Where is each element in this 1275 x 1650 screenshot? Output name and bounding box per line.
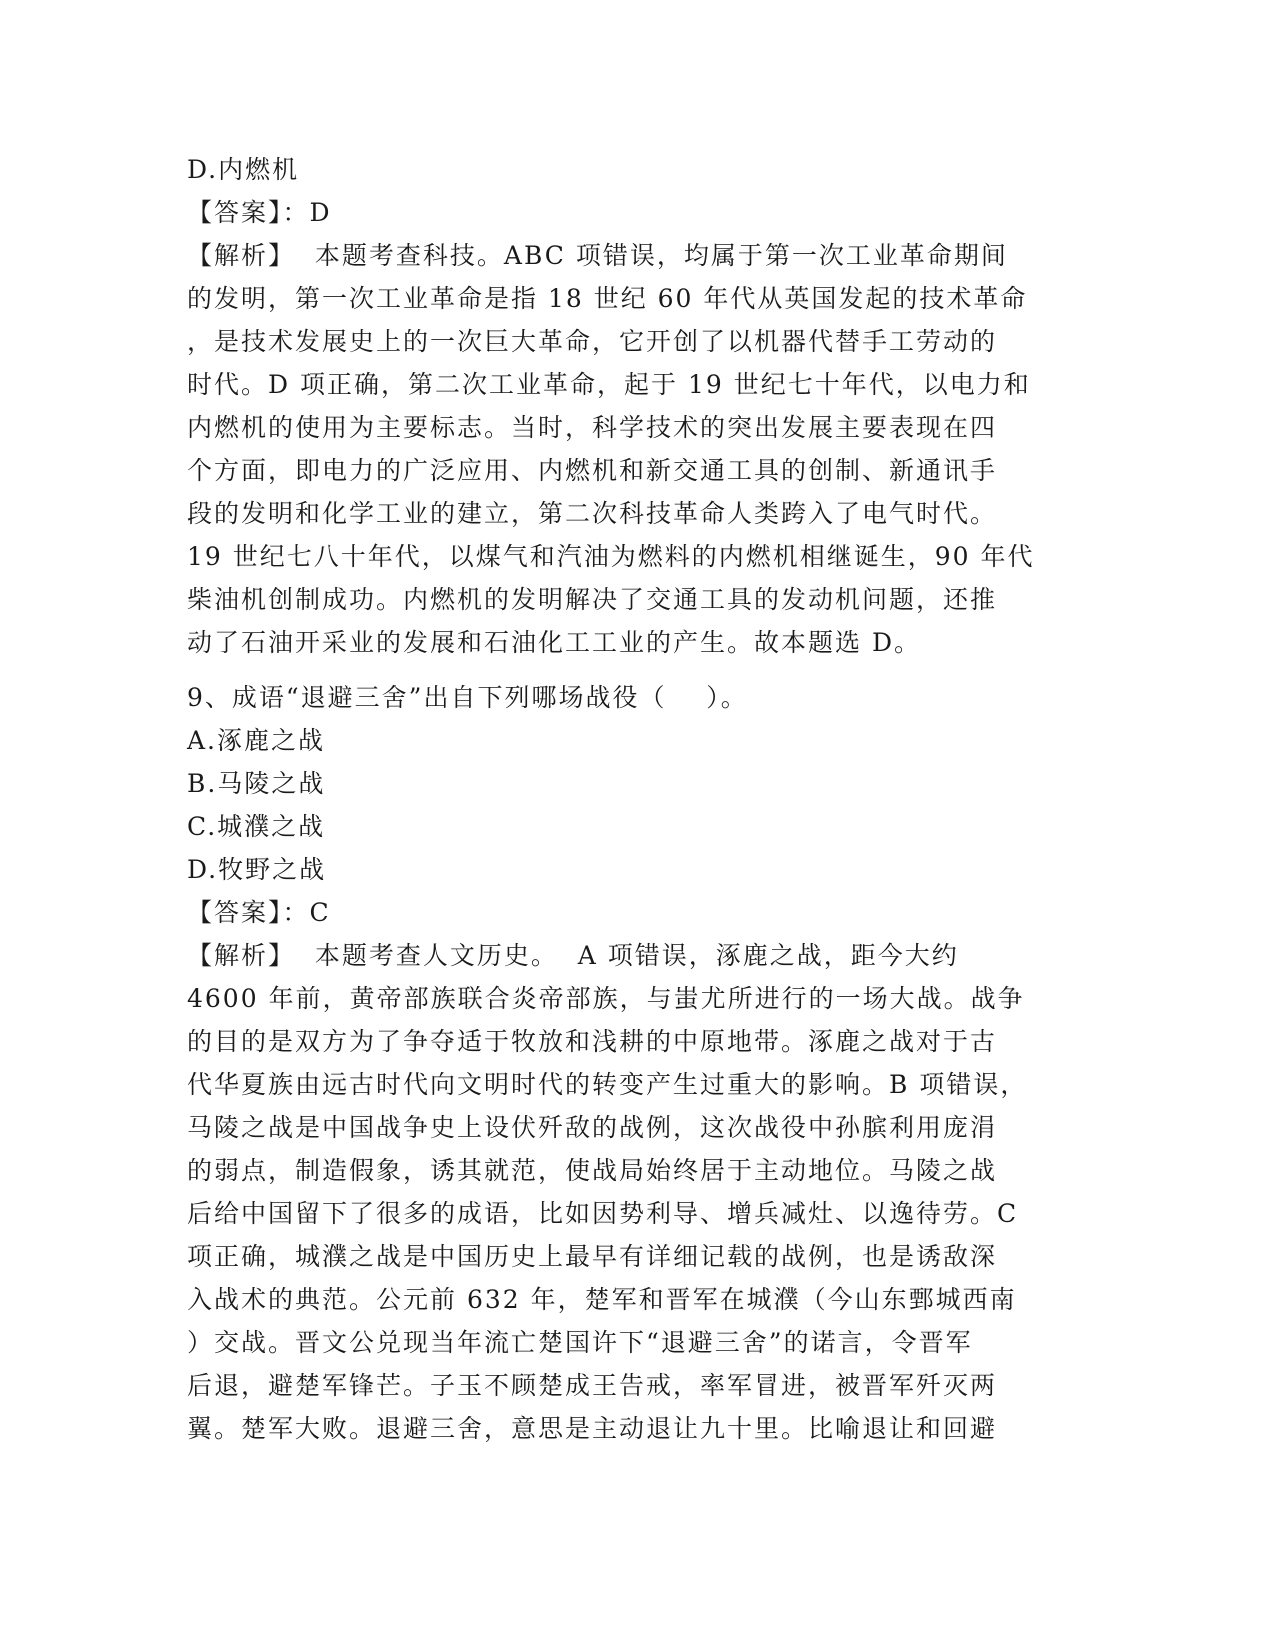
option-b: B.马陵之战	[187, 769, 326, 798]
analysis-line: 动了石油开采业的发展和石油化工工业的产生。故本题选 D。	[187, 628, 921, 657]
option-c: C.城濮之战	[187, 812, 326, 841]
analysis-line: 的弱点，制造假象，诱其就范，使战局始终居于主动地位。马陵之战	[187, 1156, 998, 1185]
question-9-stem: 9、成语“退避三舍”出自下列哪场战役（ ）。	[187, 683, 748, 712]
analysis-line: 后给中国留下了很多的成语，比如因势利导、增兵减灶、以逸待劳。C	[187, 1199, 1019, 1228]
analysis-line: 柴油机创制成功。内燃机的发明解决了交通工具的发动机问题，还推	[187, 585, 998, 614]
analysis-line: 入战术的典范。公元前 632 年，楚军和晋军在城濮（今山东鄄城西南	[187, 1285, 1017, 1314]
prev-option-d: D.内燃机	[187, 155, 300, 184]
analysis-line: 翼。楚军大败。退避三舍，意思是主动退让九十里。比喻退让和回避	[187, 1414, 998, 1443]
question-9-analysis	[187, 934, 1077, 1450]
question-9-answer: 【答案】：C	[187, 898, 331, 927]
analysis-line: 段的发明和化学工业的建立，第二次科技革命人类跨入了电气时代。	[187, 499, 998, 528]
analysis-line: ）交战。晋文公兑现当年流亡楚国许下“退避三舍”的诺言，令晋军	[187, 1328, 973, 1357]
analysis-line: 【解析】 本题考查科技。ABC 项错误，均属于第一次工业革命期间	[187, 241, 1008, 270]
analysis-line: 内燃机的使用为主要标志。当时，科学技术的突出发展主要表现在四	[187, 413, 998, 442]
prev-answer: 【答案】：D	[187, 198, 332, 227]
analysis-line: 个方面，即电力的广泛应用、内燃机和新交通工具的创制、新通讯手	[187, 456, 998, 485]
section-gap	[187, 664, 1077, 676]
analysis-line: 4600 年前，黄帝部族联合炎帝部族，与蚩尤所进行的一场大战。战争	[187, 984, 1025, 1013]
prev-analysis	[187, 234, 1077, 664]
analysis-line: 项正确，城濮之战是中国历史上最早有详细记载的战例，也是诱敌深	[187, 1242, 998, 1271]
analysis-line: 马陵之战是中国战争史上设伏歼敌的战例，这次战役中孙膑利用庞涓	[187, 1113, 998, 1142]
analysis-line: 【解析】 本题考查人文历史。 A 项错误，涿鹿之战，距今大约	[187, 941, 959, 970]
analysis-line: 19 世纪七八十年代，以煤气和汽油为燃料的内燃机相继诞生，90 年代	[187, 542, 1035, 571]
analysis-line: ，是技术发展史上的一次巨大革命，它开创了以机器代替手工劳动的	[187, 327, 998, 356]
analysis-line: 后退，避楚军锋芒。子玉不顾楚成王告戒，率军冒进，被晋军歼灭两	[187, 1371, 998, 1400]
analysis-line: 时代。D 项正确，第二次工业革命，起于 19 世纪七十年代，以电力和	[187, 370, 1031, 399]
analysis-line: 的目的是双方为了争夺适于牧放和浅耕的中原地带。涿鹿之战对于古	[187, 1027, 998, 1056]
analysis-line: 的发明，第一次工业革命是指 18 世纪 60 年代从英国发起的技术革命	[187, 284, 1028, 313]
option-a: A.涿鹿之战	[187, 726, 326, 755]
document-page	[187, 148, 1077, 1450]
option-d: D.牧野之战	[187, 855, 327, 884]
question-9-options	[187, 719, 1077, 891]
analysis-line: 代华夏族由远古时代向文明时代的转变产生过重大的影响。B 项错误，	[187, 1070, 1028, 1099]
